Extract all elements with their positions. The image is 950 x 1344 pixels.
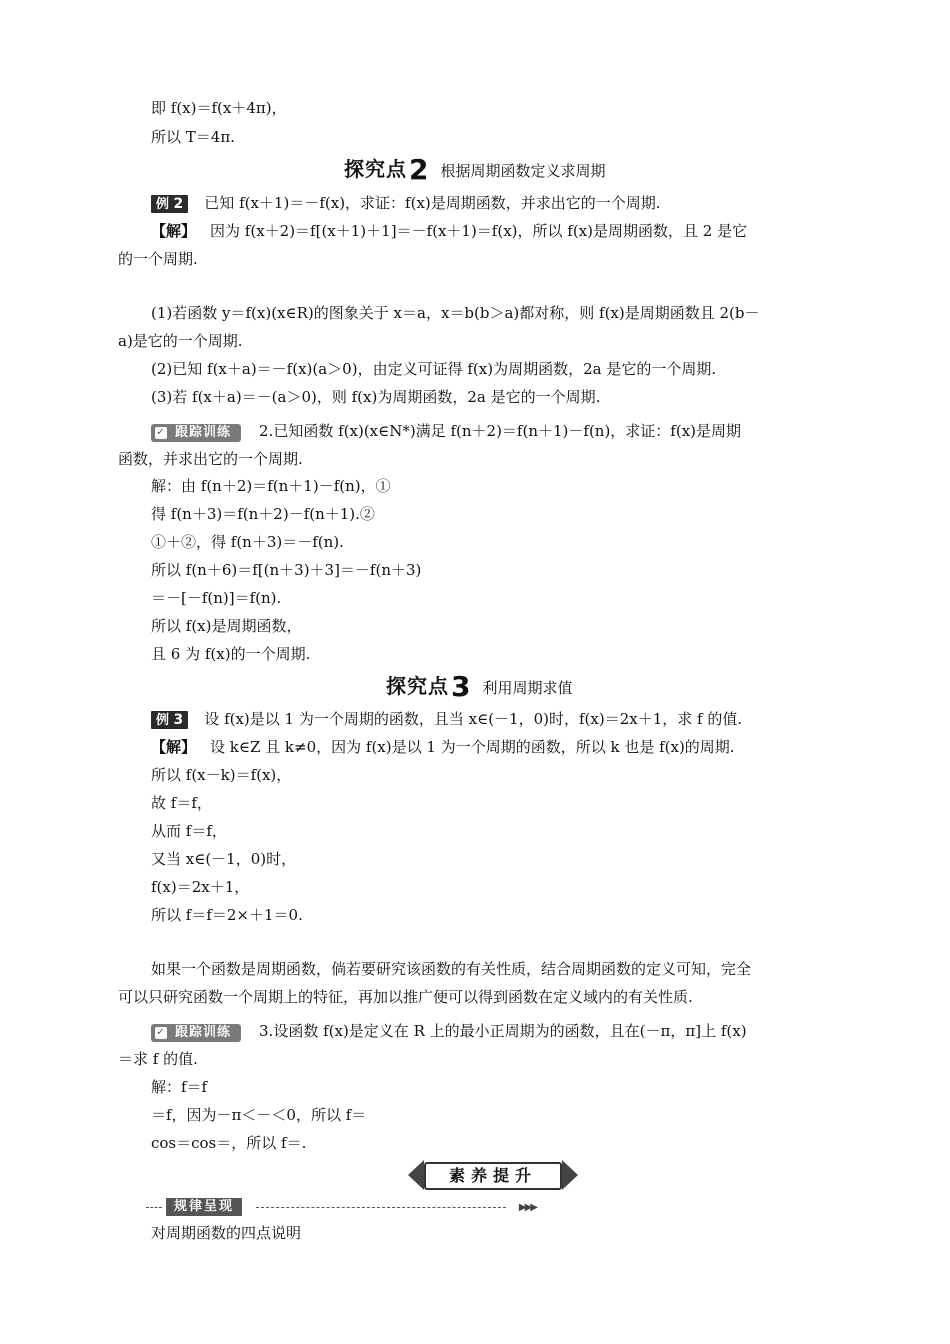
text-line: (2)已知 f(x＋a)＝－f(x)(a＞0)，由定义可证得 f(x)为周期函数，2a 是它的一个周期. [151, 360, 717, 378]
divider [146, 1207, 162, 1208]
section-heading-3 [386, 670, 573, 703]
check-icon: ✓ [156, 1027, 166, 1038]
text-line: 的一个周期. [118, 250, 198, 268]
solution-line: 【解】 因为 f(x＋2)＝f[(x＋1)＋1]＝－f(x＋1)＝f(x)，所以 f(x)是周期函数，且 2 是它 [151, 222, 748, 240]
example-badge: 例 2 [151, 195, 188, 213]
text-line: (1)若函数 y＝f(x)(x∈R)的图象关于 x＝a，x＝b(b＞a)都对称，则 f(x)是周期函数且 2(b－ [151, 304, 760, 322]
text-line: 所以 f(n＋6)＝f[(n＋3)＋3]＝－f(n＋3) [151, 561, 422, 579]
text-line: 可以只研究函数一个周期上的特征，再加以推广便可以得到函数在定义域内的有关性质. [118, 988, 693, 1006]
banner-right-arrow-icon [562, 1160, 578, 1190]
solution-label: 【解】 [151, 222, 197, 240]
section-subtitle: 利用周期求值 [482, 679, 573, 697]
text-line: 得 f(n＋3)＝f(n＋2)－f(n＋1).② [151, 505, 375, 523]
text-line: ＝f，因为－π＜－＜0，所以 f＝ [151, 1106, 367, 1124]
text-line: 从而 f＝f， [151, 822, 227, 840]
text-line: 解：f＝f [151, 1078, 208, 1096]
section-number: 2 [409, 153, 429, 186]
literacy-banner [408, 1160, 578, 1190]
check-icon: ✓ [156, 427, 166, 438]
solution-label: 【解】 [151, 738, 197, 756]
text-line: 如果一个函数是周期函数，倘若要研究该函数的有关性质，结合周期函数的定义可知，完全 [151, 960, 752, 978]
text-line: 故 f＝f， [151, 794, 212, 812]
section-label: 探究点 [386, 674, 449, 698]
example-2 [151, 192, 661, 214]
section-subtitle: 根据周期函数定义求周期 [440, 162, 606, 180]
text-line: 所以 T＝4π. [151, 128, 235, 146]
text-line: 所以 f(x－k)＝f(x)， [151, 766, 292, 784]
text-line: (3)若 f(x＋a)＝－(a＞0)，则 f(x)为周期函数，2a 是它的一个周期. [151, 388, 601, 406]
solution-line: 【解】 设 k∈Z 且 k≠0，因为 f(x)是以 1 为一个周期的函数，所以 k 也是 f(x)的周期. [151, 738, 735, 756]
text-line: 对周期函数的四点说明 [151, 1224, 302, 1242]
text-line: ＝－[－f(n)]＝f(n). [151, 589, 282, 607]
text-line: 即 f(x)＝f(x＋4π)， [151, 99, 287, 117]
section-heading-2 [344, 153, 606, 186]
banner-left-arrow-icon [408, 1160, 424, 1190]
arrow-tail-icon: ▶▶▶ [518, 1202, 536, 1213]
divider [256, 1207, 506, 1208]
section-number: 3 [451, 670, 471, 703]
text-line: cos＝cos＝，所以 f＝. [151, 1134, 307, 1152]
text-line: 解：由 f(n＋2)＝f(n＋1)－f(n)，① [151, 477, 391, 495]
banner-label: 素养提升 [424, 1162, 562, 1190]
text-line: 函数，并求出它的一个周期. [118, 450, 303, 468]
text-line: f(x)＝2x＋1， [151, 878, 250, 896]
training-badge: ✓ 跟踪训练 [151, 1024, 241, 1042]
training-badge: ✓ 跟踪训练 [151, 424, 241, 442]
section-label: 探究点 [344, 157, 407, 181]
rule-label: 规律呈现 [166, 1198, 242, 1216]
text-line: ①＋②，得 f(n＋3)＝－f(n). [151, 533, 344, 551]
text-line: 所以 f＝f＝2×＋1＝0. [151, 906, 303, 924]
example-text: 已知 f(x＋1)＝－f(x)，求证：f(x)是周期函数，并求出它的一个周期. [204, 194, 661, 212]
text-line: ＝求 f 的值. [118, 1050, 198, 1068]
training-2: ✓ 跟踪训练 2.已知函数 f(x)(x∈N*)满足 f(n＋2)＝f(n＋1)－f(n)，求证：f(x)是周期 [151, 420, 741, 442]
text-line: 所以 f(x)是周期函数， [151, 617, 302, 635]
example-badge: 例 3 [151, 711, 188, 729]
rule-header [146, 1198, 536, 1218]
example-3 [151, 708, 742, 730]
text-line: 又当 x∈(－1，0)时， [151, 850, 297, 868]
training-3: ✓ 跟踪训练 3.设函数 f(x)是定义在 R 上的最小正周期为的函数，且在(－π，π]上 f(x) [151, 1020, 747, 1042]
text-line: 且 6 为 f(x)的一个周期. [151, 645, 311, 663]
example-text: 设 f(x)是以 1 为一个周期的函数，且当 x∈(－1，0)时，f(x)＝2x＋1，求 f 的值. [204, 710, 743, 728]
text-line: a)是它的一个周期. [118, 332, 243, 350]
